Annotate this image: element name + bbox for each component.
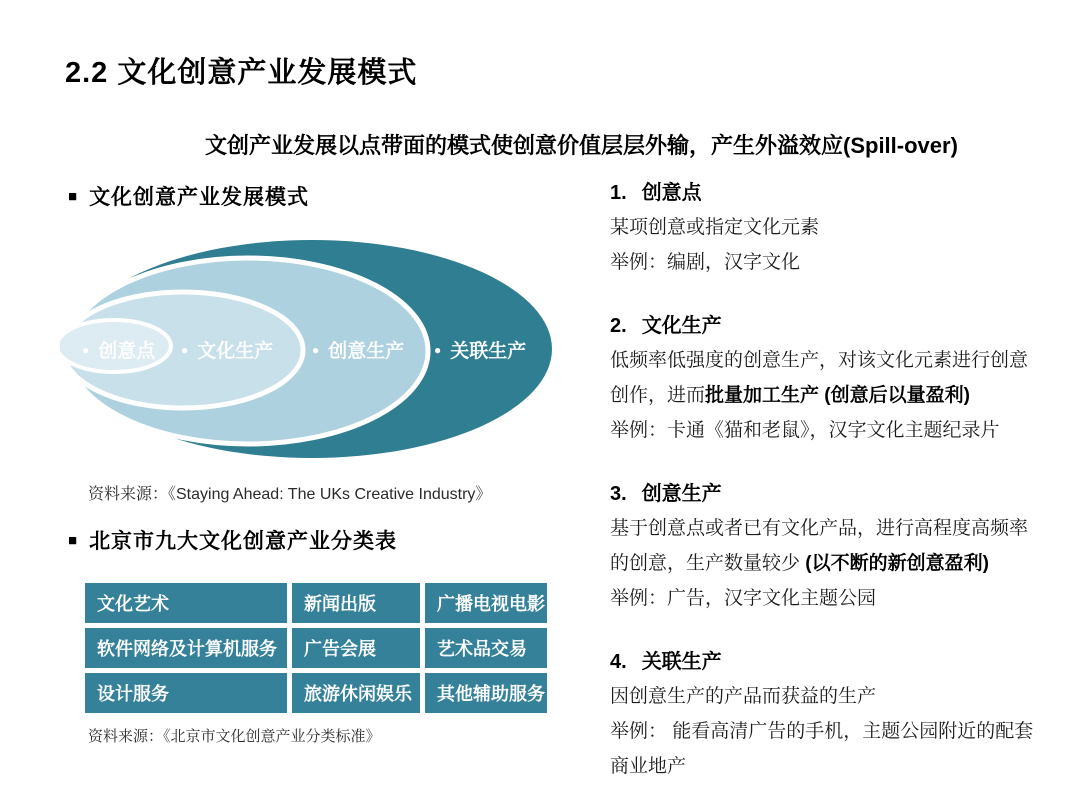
bullet-icon: ● [181,342,189,357]
item-number: 3. [610,483,627,505]
table-cell: 艺术品交易 [425,628,547,668]
diagram-label-creative-point [82,336,155,363]
line-text: 的创意，生产数量较少 [610,553,806,574]
item-number: 1. [610,182,627,204]
item-title: 文化生产 [641,315,722,337]
square-bullet-icon: ■ [68,187,78,205]
item-line [610,343,1072,378]
page-title: 2.2 文化创意产业发展模式 [65,57,418,89]
item-line [610,679,1072,714]
item-line [610,714,1072,749]
explanation-item-creative-point [610,176,1072,280]
item-number: 2. [610,315,627,337]
line-text-bold: 批量加工生产 (创意后以量盈利) [705,385,970,406]
line-text: 低频率低强度的创意生产，对该文化元素进行创意 [610,350,1029,371]
bullet-icon: ● [434,342,442,357]
diagram-label-culture-production [181,336,273,363]
section-title: 北京市九大文化创意产业分类表 [89,530,398,553]
diagram-label-text: 关联生产 [450,341,527,362]
category-table [85,583,547,713]
line-text: 举例：卡通《猫和老鼠》，汉字文化主题纪录片 [610,420,1000,441]
table-cell: 设计服务 [85,673,287,713]
item-line [610,210,1072,245]
explanation-list [610,176,1072,810]
explanation-item-creative-production [610,477,1072,616]
table-cell: 其他辅助服务 [425,673,547,713]
item-line [610,511,1072,546]
square-bullet-icon: ■ [68,531,78,549]
slide-subtitle: 文创产业发展以点带面的模式使创意价值层层外输，产生外溢效应(Spill-over) [205,133,958,158]
item-line [610,749,1072,784]
table-cell: 广告会展 [292,628,420,668]
line-text: 举例：编剧，汉字文化 [610,252,801,273]
line-text: 商业地产 [610,756,687,777]
diagram-label-creative-production [312,336,404,363]
diagram-source-note: 资料来源：《Staying Ahead: The UKs Creative Industry》 [88,486,492,503]
table-cell: 新闻出版 [292,583,420,623]
item-title: 关联生产 [641,651,722,673]
explanation-item-culture-production [610,309,1072,448]
line-text: 举例：广告，汉字文化主题公园 [610,588,877,609]
item-line [610,581,1072,616]
item-title: 创意点 [641,182,702,204]
table-cell: 旅游休闲娱乐 [292,673,420,713]
diagram-label-text: 文化生产 [197,341,274,362]
item-number: 4. [610,651,627,673]
item-heading [610,645,1072,674]
table-cell: 软件网络及计算机服务 [85,628,287,668]
diagram-label-related-production [434,336,526,363]
diagram-label-text: 创意生产 [328,341,405,362]
bullet-icon: ● [82,342,90,357]
item-line [610,245,1072,280]
line-text: 基于创意点或者已有文化产品，进行高程度高频率 [610,518,1029,539]
line-text: 举例： 能看高清广告的手机，主题公园附近的配套 [610,721,1034,742]
table-cell: 文化艺术 [85,583,287,623]
line-text-bold: (以不断的新创意盈利) [805,553,989,574]
item-heading [610,309,1072,338]
table-source-note: 资料来源：《北京市文化创意产业分类标准》 [88,728,381,745]
item-heading [610,176,1072,205]
line-text: 因创意生产的产品而获益的生产 [610,686,877,707]
item-line [610,413,1072,448]
item-line [610,546,1072,581]
table-cell: 广播电视电影 [425,583,547,623]
explanation-item-related-production [610,645,1072,784]
item-heading [610,477,1072,506]
section-header-beijing-categories [68,525,397,555]
section-header-development-model [68,181,309,211]
line-text: 某项创意或指定文化元素 [610,217,820,238]
line-text: 创作，进而 [610,385,706,406]
bullet-icon: ● [312,342,320,357]
item-title: 创意生产 [641,483,722,505]
diagram-label-text: 创意点 [98,341,156,362]
item-line [610,378,1072,413]
section-title: 文化创意产业发展模式 [89,186,310,209]
